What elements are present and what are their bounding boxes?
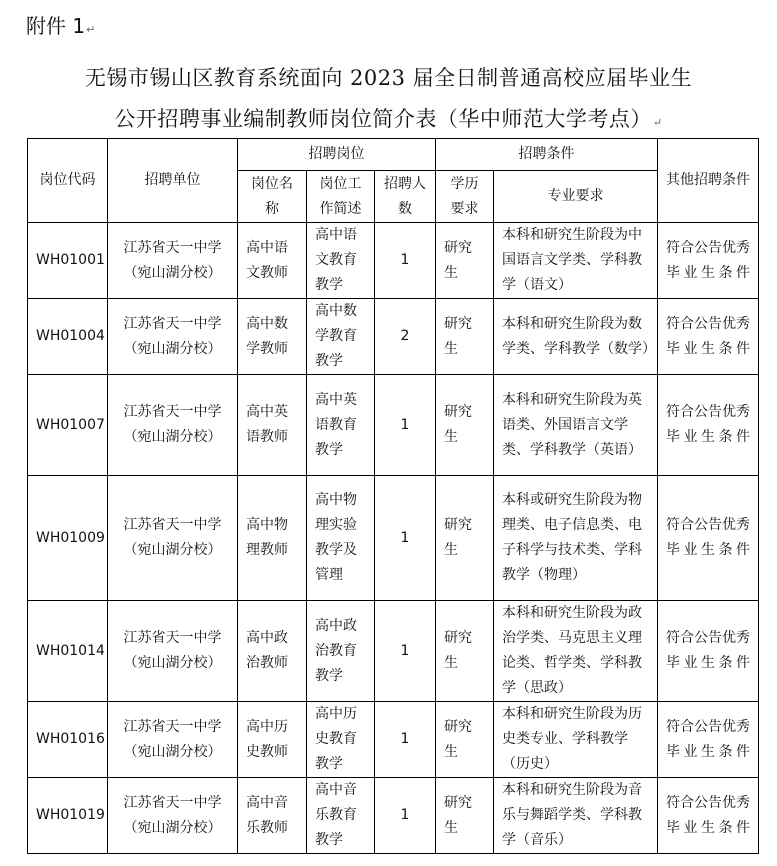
cell-other-conditions: 符合公告优秀毕业生条件 [658,299,759,375]
cell-headcount: 1 [375,702,436,778]
cell-position-name: 高中历史教师 [238,702,307,778]
cell-position-name: 高中音乐教师 [238,778,307,854]
cell-major-requirement: 本科和研究生阶段为政治学类、马克思主义理论类、哲学类、学科教学（思政） [494,601,658,702]
cell-headcount: 2 [375,299,436,375]
header-work-description: 岗位工作简述 [307,171,375,223]
cell-work-description: 高中英语教育教学 [307,375,375,476]
cell-education: 研究生 [436,223,494,299]
cell-position-name: 高中英语教师 [238,375,307,476]
cell-employer: 江苏省天一中学（宛山湖分校） [108,299,238,375]
table-row [28,601,759,702]
cell-position-code: WH01007 [28,375,108,476]
cell-employer: 江苏省天一中学（宛山湖分校） [108,702,238,778]
table-row [28,778,759,854]
table-header-row [28,139,759,171]
cell-education: 研究生 [436,375,494,476]
cell-other-conditions: 符合公告优秀毕业生条件 [658,223,759,299]
cell-education: 研究生 [436,601,494,702]
cell-education: 研究生 [436,778,494,854]
cell-major-requirement: 本科和研究生阶段为数学类、学科教学（数学） [494,299,658,375]
header-education: 学历要求 [436,171,494,223]
cell-major-requirement: 本科和研究生阶段为中国语言文学类、学科教学（语文） [494,223,658,299]
cell-major-requirement: 本科和研究生阶段为英语类、外国语言文学类、学科教学（英语） [494,375,658,476]
cell-employer: 江苏省天一中学（宛山湖分校） [108,375,238,476]
cell-employer: 江苏省天一中学（宛山湖分校） [108,778,238,854]
attachment-label: 附件 1↵ [26,14,96,38]
cell-other-conditions: 符合公告优秀毕业生条件 [658,702,759,778]
cell-employer: 江苏省天一中学（宛山湖分校） [108,223,238,299]
table-row [28,702,759,778]
cell-education: 研究生 [436,702,494,778]
cell-headcount: 1 [375,223,436,299]
cell-work-description: 高中政治教育教学 [307,601,375,702]
cell-headcount: 1 [375,476,436,601]
header-position-code: 岗位代码 [28,139,108,223]
cell-work-description: 高中历史教育教学 [307,702,375,778]
document-title-line-2: 公开招聘事业编制教师岗位简介表（华中师范大学考点）↵ [114,107,663,131]
cell-headcount: 1 [375,601,436,702]
cell-work-description: 高中数学教育教学 [307,299,375,375]
cell-position-name: 高中数学教师 [238,299,307,375]
header-headcount: 招聘人数 [375,171,436,223]
header-other-conditions: 其他招聘条件 [658,139,759,223]
cell-position-name: 高中政治教师 [238,601,307,702]
cell-other-conditions: 符合公告优秀毕业生条件 [658,778,759,854]
cell-position-name: 高中语文教师 [238,223,307,299]
cell-other-conditions: 符合公告优秀毕业生条件 [658,476,759,601]
header-position-group: 招聘岗位 [238,139,436,171]
cell-work-description: 高中语文教育教学 [307,223,375,299]
cell-position-name: 高中物理教师 [238,476,307,601]
header-position-name: 岗位名称 [238,171,307,223]
table-row [28,476,759,601]
cell-major-requirement: 本科和研究生阶段为音乐与舞蹈学类、学科教学（音乐） [494,778,658,854]
header-conditions-group: 招聘条件 [436,139,658,171]
cell-employer: 江苏省天一中学（宛山湖分校） [108,476,238,601]
cell-headcount: 1 [375,375,436,476]
table-row [28,299,759,375]
cell-other-conditions: 符合公告优秀毕业生条件 [658,375,759,476]
cell-other-conditions: 符合公告优秀毕业生条件 [658,601,759,702]
cell-work-description: 高中物理实验教学及管理 [307,476,375,601]
table-row [28,375,759,476]
cell-employer: 江苏省天一中学（宛山湖分校） [108,601,238,702]
header-employer: 招聘单位 [108,139,238,223]
cell-position-code: WH01001 [28,223,108,299]
cell-education: 研究生 [436,476,494,601]
document-title-line-1: 无锡市锡山区教育系统面向 2023 届全日制普通高校应届毕业生 [84,66,693,90]
cell-major-requirement: 本科或研究生阶段为物理类、电子信息类、电子科学与技术类、学科教学（物理） [494,476,658,601]
cell-major-requirement: 本科和研究生阶段为历史类专业、学科教学（历史） [494,702,658,778]
cell-position-code: WH01016 [28,702,108,778]
table-row [28,223,759,299]
header-major: 专业要求 [494,171,658,223]
cell-education: 研究生 [436,299,494,375]
cell-position-code: WH01004 [28,299,108,375]
cell-position-code: WH01019 [28,778,108,854]
cell-position-code: WH01014 [28,601,108,702]
positions-table [27,138,759,854]
cell-position-code: WH01009 [28,476,108,601]
cell-headcount: 1 [375,778,436,854]
cell-work-description: 高中音乐教育教学 [307,778,375,854]
